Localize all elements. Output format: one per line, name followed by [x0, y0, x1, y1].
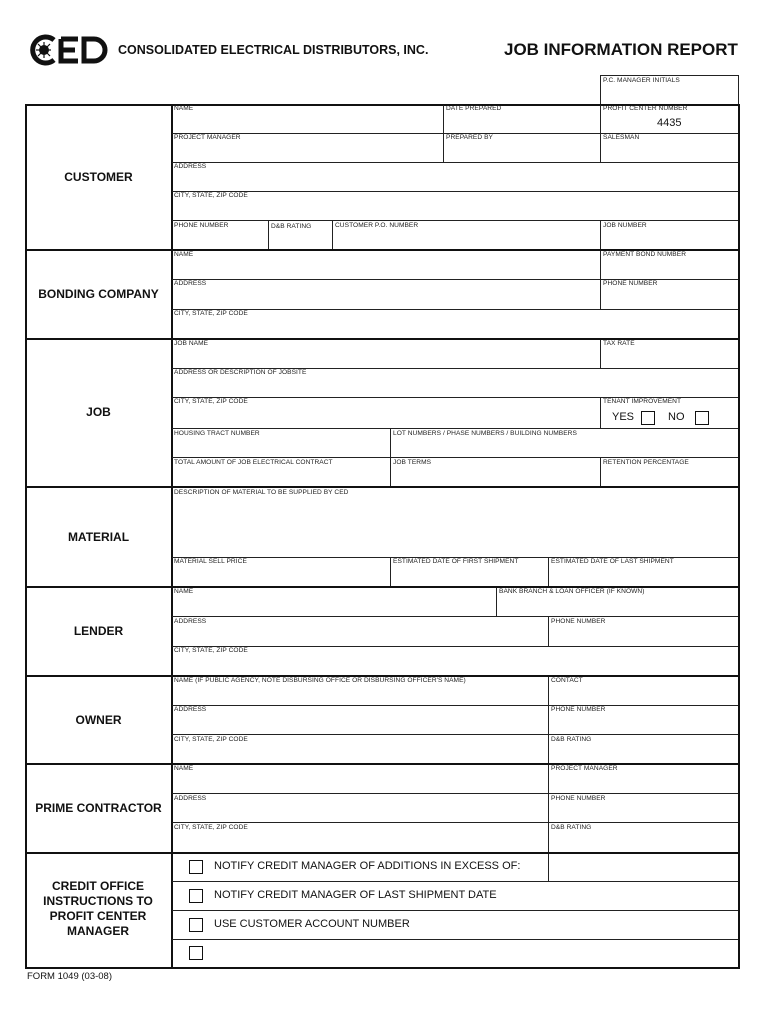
first-shipment-label: ESTIMATED DATE OF FIRST SHIPMENT [393, 558, 519, 565]
tenant-improvement-label: TENANT IMPROVEMENT [603, 398, 682, 405]
owner-city-state-zip-label: CITY, STATE, ZIP CODE [174, 736, 248, 743]
prime-name-label: NAME [174, 765, 194, 772]
project-manager-field[interactable] [173, 143, 441, 161]
form-number: FORM 1049 (03-08) [27, 971, 113, 982]
instruction-3-checkbox[interactable] [189, 918, 203, 932]
instruction-2-checkbox[interactable] [189, 889, 203, 903]
prepared-by-field[interactable] [444, 143, 598, 161]
customer-city-state-zip-field[interactable] [173, 201, 737, 219]
instruction-4-checkbox[interactable] [189, 946, 203, 960]
section-bonding-company: BONDING COMPANY [38, 287, 159, 301]
profit-center-number-label: PROFIT CENTER NUMBER [603, 105, 688, 112]
bonding-phone-label: PHONE NUMBER [603, 280, 658, 287]
customer-name-label: NAME [174, 105, 194, 112]
bank-branch-label: BANK BRANCH & LOAN OFFICER (IF KNOWN) [499, 588, 645, 595]
tenant-no-label: NO [668, 411, 685, 423]
section-customer: CUSTOMER [64, 170, 133, 184]
owner-phone-label: PHONE NUMBER [551, 706, 606, 713]
prime-db-rating-label: D&B RATING [551, 824, 592, 831]
tenant-yes-label: YES [612, 411, 635, 423]
instruction-2-label: NOTIFY CREDIT MANAGER OF LAST SHIPMENT DATE [214, 889, 497, 901]
customer-name-field[interactable] [173, 114, 441, 132]
prepared-by-label: PREPARED BY [446, 134, 493, 141]
instruction-3-label: USE CUSTOMER ACCOUNT NUMBER [214, 918, 410, 930]
retention-label: RETENTION PERCENTAGE [603, 459, 689, 466]
lender-address-label: ADDRESS [174, 618, 207, 625]
jobsite-label: ADDRESS OR DESCRIPTION OF JOBSITE [174, 369, 307, 376]
owner-address-label: ADDRESS [174, 706, 207, 713]
report-title: JOB INFORMATION REPORT [504, 40, 738, 59]
db-rating-label: D&B RATING [271, 223, 312, 230]
job-name-label: JOB NAME [174, 340, 209, 347]
company-name: CONSOLIDATED ELECTRICAL DISTRIBUTORS, INC. [118, 43, 429, 57]
bonding-address-label: ADDRESS [174, 280, 207, 287]
job-number-label: JOB NUMBER [603, 222, 647, 229]
material-sell-price-label: MATERIAL SELL PRICE [174, 558, 247, 565]
customer-phone-label: PHONE NUMBER [174, 222, 229, 229]
section-material: MATERIAL [67, 530, 130, 544]
tenant-no-checkbox[interactable] [695, 411, 709, 425]
salesman-label: SALESMAN [603, 134, 640, 141]
ced-logo-icon [28, 34, 112, 66]
owner-contact-label: CONTACT [551, 677, 583, 684]
job-city-state-zip-label: CITY, STATE, ZIP CODE [174, 398, 248, 405]
bonding-city-state-zip-label: CITY, STATE, ZIP CODE [174, 310, 248, 317]
owner-db-rating-label: D&B RATING [551, 736, 592, 743]
job-terms-label: JOB TERMS [393, 459, 432, 466]
project-manager-label: PROJECT MANAGER [174, 134, 241, 141]
date-prepared-field[interactable] [444, 114, 598, 132]
section-job: JOB [86, 405, 111, 419]
lender-name-label: NAME [174, 588, 194, 595]
customer-city-state-zip-label: CITY, STATE, ZIP CODE [174, 192, 248, 199]
date-prepared-label: DATE PREPARED [446, 105, 502, 112]
section-credit-office: CREDIT OFFICE INSTRUCTIONS TO PROFIT CENTER MANAGER [43, 879, 153, 938]
section-lender: LENDER [73, 624, 124, 638]
instruction-1-checkbox[interactable] [189, 860, 203, 874]
prime-address-label: ADDRESS [174, 795, 207, 802]
customer-po-label: CUSTOMER P.O. NUMBER [335, 222, 419, 229]
material-description-field[interactable] [173, 498, 737, 556]
last-shipment-label: ESTIMATED DATE OF LAST SHIPMENT [551, 558, 674, 565]
additions-excess-amount-field[interactable] [550, 856, 736, 880]
tax-rate-label: TAX RATE [603, 340, 635, 347]
total-amount-label: TOTAL AMOUNT OF JOB ELECTRICAL CONTRACT [174, 459, 333, 466]
material-description-label: DESCRIPTION OF MATERIAL TO BE SUPPLIED BY CED [174, 489, 349, 496]
pc-manager-initials-field[interactable] [601, 86, 737, 104]
section-prime-contractor: PRIME CONTRACTOR [35, 801, 162, 815]
payment-bond-number-label: PAYMENT BOND NUMBER [603, 251, 687, 258]
customer-address-field[interactable] [173, 172, 737, 190]
tenant-yes-checkbox[interactable] [641, 411, 655, 425]
salesman-field[interactable] [601, 143, 737, 161]
lender-city-state-zip-label: CITY, STATE, ZIP CODE [174, 647, 248, 654]
housing-tract-label: HOUSING TRACT NUMBER [174, 430, 260, 437]
customer-address-label: ADDRESS [174, 163, 207, 170]
prime-project-manager-label: PROJECT MANAGER [551, 765, 618, 772]
instruction-1-label: NOTIFY CREDIT MANAGER OF ADDITIONS IN EXCESS OF: [214, 860, 521, 872]
lender-phone-label: PHONE NUMBER [551, 618, 606, 625]
lot-numbers-label: LOT NUMBERS / PHASE NUMBERS / BUILDING NUMBERS [393, 430, 577, 437]
pc-manager-initials-label: P.C. MANAGER INITIALS [603, 77, 680, 84]
prime-city-state-zip-label: CITY, STATE, ZIP CODE [174, 824, 248, 831]
instruction-4-field[interactable] [214, 944, 734, 964]
bonding-name-label: NAME [174, 251, 194, 258]
profit-center-number-value[interactable]: 4435 [657, 117, 682, 129]
owner-name-label: NAME (IF PUBLIC AGENCY, NOTE DISBURSING OFFICE OR DISBURSING OFFICER'S NAME) [174, 677, 466, 684]
ced-logo [28, 34, 112, 66]
prime-phone-label: PHONE NUMBER [551, 795, 606, 802]
section-owner: OWNER [75, 713, 122, 727]
